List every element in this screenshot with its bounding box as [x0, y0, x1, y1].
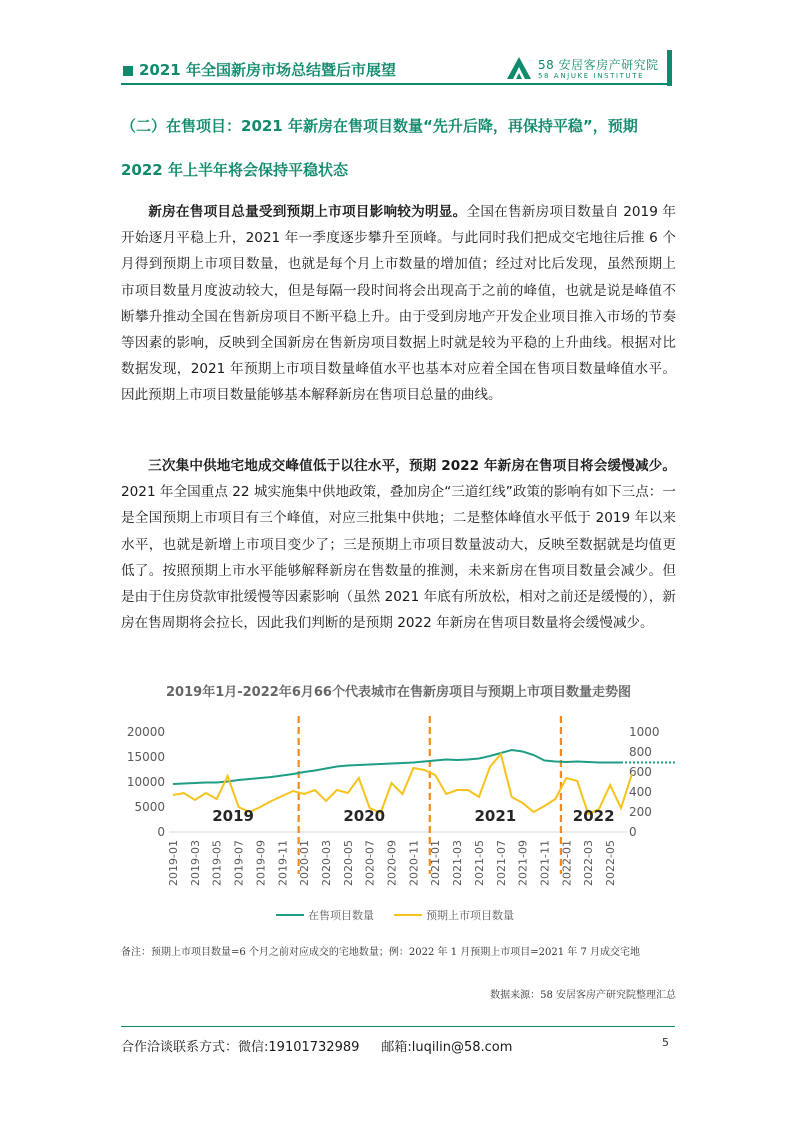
- paragraph-1-lead: 新房在售项目总量受到预期上市项目影响较为明显。: [148, 204, 467, 220]
- wechat-contact: 微信:19101732989: [238, 1040, 360, 1055]
- header-bullet-square: [123, 66, 133, 76]
- y-right-tick-label: 600: [629, 765, 652, 779]
- x-tick-label: 2021-03: [451, 840, 465, 886]
- institute-logo-icon: [505, 55, 533, 81]
- series-in-sale-line: [173, 750, 621, 784]
- chart-title: 2019年1月-2022年6月66个代表城市在售新房项目与预期上市项目数量走势图: [166, 685, 631, 700]
- paragraph-1: [121, 199, 676, 409]
- header-accent-bar: [667, 50, 672, 86]
- paragraph-2-lead: 三次集中供地宅地成交峰值低于以往水平，预期 2022 年新房在售项目将会缓慢减少。: [148, 458, 676, 474]
- x-tick-label: 2019-09: [254, 840, 268, 886]
- paragraph-1-body: 全国在售新房项目数量自 2019 年开始逐月平稳上升，2021 年一季度逐步攀升至顶峰。与此同时我们把成交宅地往后推 6 个月得到预期上市项目数量，也就是每个月上市数量的增加值；经过对比后发现，虽然预期上市项目数量月度波动较大，但是每隔一段时间将会出现高于之前的峰值，也就是说是峰值不断攀升推动全国在售新房项目不断平稳上升。由于受到房地产开发企业项目推入市场的节奏等因素的影响，反映到全国新房在售新房项目数据上时就是较为平稳的上升曲线。根据对比数据发现，2021 年预期上市项目数量峰值水平也基本对应着全国在售项目数量峰值水平。因此预期上市项目数量能够基本解释新房在售项目总量的曲线。: [121, 204, 676, 404]
- y-left-tick-label: 5000: [134, 800, 165, 814]
- legend-in-sale-label: 在售项目数量: [308, 909, 374, 922]
- trend-chart: [121, 716, 676, 936]
- footer-rule: [121, 1026, 675, 1027]
- y-left-tick-label: 0: [157, 825, 165, 839]
- page-header: [0, 0, 793, 95]
- x-tick-label: 2019-07: [232, 840, 246, 886]
- data-source: 数据来源：58 安居客房产研究院整理汇总: [490, 990, 676, 1001]
- x-tick-label: 2022-03: [582, 840, 596, 886]
- y-right-tick-label: 800: [629, 745, 652, 759]
- x-tick-label: 2020-03: [319, 840, 333, 886]
- x-tick-label: 2020-05: [341, 840, 355, 886]
- y-right-tick-label: 1000: [629, 725, 660, 739]
- contact-label: 合作洽谈联系方式：: [121, 1040, 239, 1055]
- paragraph-2-body: 2021 年全国重点 22 城实施集中供地政策，叠加房企“三道红线”政策的影响有如下三点：一是全国预期上市项目有三个峰值，对应三批集中供地；二是整体峰值水平低于 2019 年以来水平，也就是新增上市项目变少了；三是预期上市项目数量波动大，反映至数据就是均值更低了。按照预期上市水平能够解释新房在售数量的推测，未来新房在售项目数量会减少。但是由于住房贷款审批缓慢等因素影响（虽然 2021 年底有所放松，相对之前还是缓慢的），新房在售周期将会拉长，因此我们判断的是预期 2022 年新房在售项目数量将会缓慢减少。: [121, 484, 676, 632]
- x-tick-label: 2021-09: [516, 840, 530, 886]
- year-label: 2021: [474, 807, 517, 825]
- y-left-tick-label: 15000: [126, 750, 165, 764]
- year-label: 2020: [343, 807, 386, 825]
- institute-name: 58 安居客房产研究院: [538, 58, 659, 72]
- x-tick-label: 2021-11: [538, 840, 552, 886]
- footer-contact: [121, 1036, 512, 1055]
- header-rule: [121, 83, 669, 85]
- x-tick-label: 2022-01: [560, 840, 574, 886]
- x-tick-label: 2021-05: [472, 840, 486, 886]
- paragraph-2: [121, 453, 676, 636]
- y-right-tick-label: 200: [629, 805, 652, 819]
- chart-note: 备注：预期上市项目数量=6 个月之前对应成交的宅地数量；例：2022 年 1 月预期上市项目=2021 年 7 月成交宅地: [121, 947, 640, 958]
- y-left-tick-label: 20000: [126, 725, 165, 739]
- x-tick-label: 2020-11: [407, 840, 421, 886]
- institute-name-en: 58 ANJUKE INSTITUTE: [538, 72, 645, 80]
- x-tick-label: 2019-05: [210, 840, 224, 886]
- x-tick-label: 2021-01: [429, 840, 443, 886]
- year-label: 2022: [572, 807, 615, 825]
- x-tick-label: 2020-01: [298, 840, 312, 886]
- x-tick-label: 2020-07: [363, 840, 377, 886]
- y-right-tick-label: 0: [629, 825, 637, 839]
- year-label: 2019: [212, 807, 254, 825]
- email-contact[interactable]: 邮箱:luqilin@58.com: [381, 1040, 513, 1055]
- y-right-tick-label: 400: [629, 785, 652, 799]
- x-tick-label: 2021-07: [494, 840, 508, 886]
- legend-expected-listing-label: 预期上市项目数量: [426, 909, 514, 922]
- chart-container: [121, 716, 676, 936]
- x-tick-label: 2020-09: [385, 840, 399, 886]
- y-left-tick-label: 10000: [126, 775, 165, 789]
- page-number: 5: [662, 1036, 669, 1049]
- x-tick-label: 2019-11: [276, 840, 290, 886]
- report-title: 2021 年全国新房市场总结暨后市展望: [139, 61, 396, 79]
- x-tick-label: 2019-01: [167, 840, 180, 886]
- section-title: （二）在售项目：2021 年新房在售项目数量“先升后降，再保持平稳”，预期 2022 年上半年将会保持平稳状态: [121, 117, 638, 179]
- x-tick-label: 2022-05: [604, 840, 618, 886]
- x-tick-label: 2019-03: [188, 840, 202, 886]
